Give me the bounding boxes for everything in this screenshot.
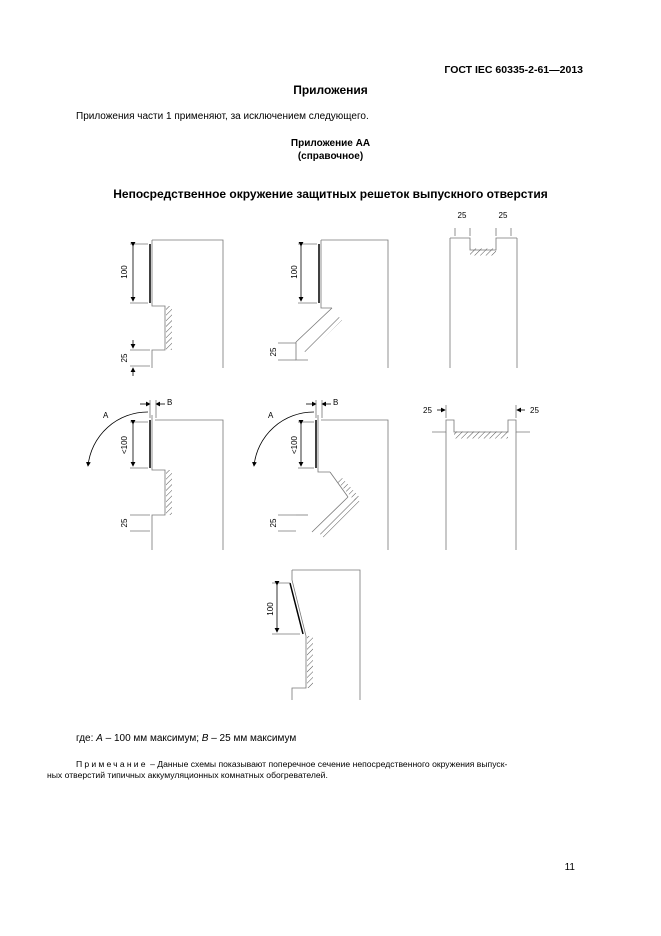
standard-id: ГОСТ IEC 60335-2-61—2013 <box>444 64 583 76</box>
label-b-d4: B <box>167 398 173 407</box>
legend-a-text: – 100 мм максимум; <box>105 733 199 744</box>
dim-25-d3-left: 25 <box>457 211 467 220</box>
label-a-d4: A <box>103 411 109 420</box>
legend-b-symbol: B <box>201 733 209 744</box>
annex-subtitle: (справочное) <box>297 151 364 162</box>
section-title: Непосредственное окружение защитных решеток выпускного отверстия <box>113 187 548 201</box>
annex-title: Приложение АА <box>290 138 371 149</box>
label-a-d5: A <box>268 411 274 420</box>
note-label: Примечание <box>76 759 148 769</box>
diagram-6 <box>432 405 530 550</box>
dim-100-d1: 100 <box>120 265 129 279</box>
page-number: 11 <box>564 862 575 873</box>
dim-lt100-d4: <100 <box>120 435 129 455</box>
note-text-line2: ных отверстий типичных аккумуляционных комнатных обогревателей. <box>47 770 328 780</box>
diagram-4 <box>88 400 223 550</box>
dim-25-d3-right: 25 <box>498 211 508 220</box>
legend-b-text: – 25 мм максимум <box>211 733 297 744</box>
page-title: Приложения <box>293 83 368 97</box>
dim-25-d1: 25 <box>120 353 129 363</box>
legend-a-symbol: A <box>96 733 103 744</box>
note <box>76 758 586 770</box>
dim-25-d6-left: 25 <box>423 406 432 415</box>
dim-25-d2: 25 <box>269 347 278 357</box>
legend <box>76 733 296 744</box>
note-text-line1: – Данные схемы показывают поперечное сечение непосредственного окружения выпуск- <box>150 759 508 769</box>
dim-25-d6-right: 25 <box>530 406 539 415</box>
diagram-2 <box>278 240 388 368</box>
dim-25-d5: 25 <box>269 518 278 528</box>
legend-prefix: где: <box>76 733 94 744</box>
label-b-d5: B <box>333 398 339 407</box>
intro-text: Приложения части 1 применяют, за исключением следующего. <box>76 111 369 122</box>
dim-100-d7: 100 <box>266 602 275 616</box>
dim-lt100-d5: <100 <box>290 435 299 455</box>
dim-100-d2: 100 <box>290 265 299 279</box>
dim-25-d4: 25 <box>120 518 129 528</box>
diagram-3 <box>450 228 517 368</box>
diagram-7 <box>272 570 360 700</box>
diagram-1 <box>130 240 223 376</box>
